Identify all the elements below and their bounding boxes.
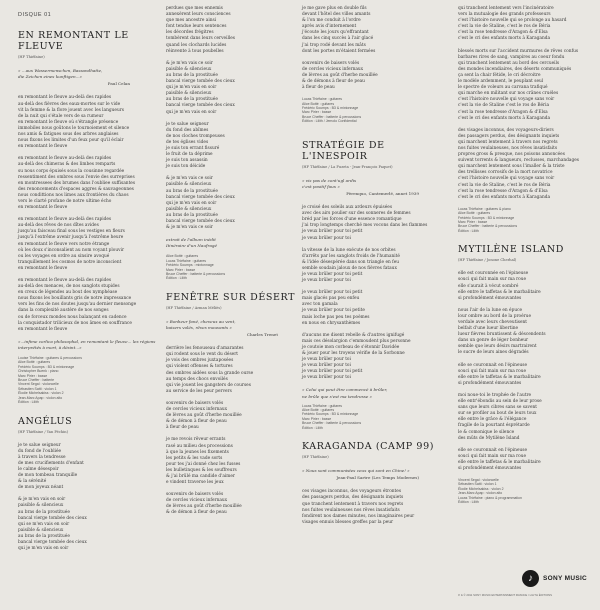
epigraph: « vis pas de cont'ugl ardis c'est positif faux » (302, 177, 357, 189)
song-title-angelus: ANGÉLUS (18, 415, 73, 427)
stanza: je te salue seigneur du fond de l'oubliée à travers la tendresse de mes crucifiements d'enfant le calme désespoir de mon tombeau tranquille & la sérénité de mon joyeux néant (18, 442, 84, 491)
stanza: je me revois rêveur errants rasé au milieu des processions à que la jeunes les fixements les petits & les vade sorts pour tes j'ai donné chez les fusses les bulletinques & les souffreurs & j'ai brûlé ma candide d'aimer e vindent traverse les jeux (166, 437, 241, 486)
closing-epigraph: « Celui qui peut être commencé à brûler, ne brûle que s'est ma tendresse » (302, 387, 388, 399)
musician-credits: Alice Botté : guitares Lucas Thiéfaine : guitares Frédéric Soumps : mixtonnage Marc Pirier : basse Bruce Cheffer : batterie & percussions Édition : Lilith (166, 254, 226, 281)
song-credit: (HF Thiéfaine) (302, 455, 329, 460)
stanza: elle est couronnée en l'épineuse souci qui fait main sur ma roue elle s'aurait à vécut sombré elle entre le taffetas & le marbalitaire si profondément émouvantes (458, 271, 541, 301)
epigraph-source: Charles Trenet (246, 332, 278, 338)
stanza: souvenirs de baisers volés de cercles vicieux infernaux de lèvres au goût d'herbe mouillée & de démon à fleur de peau à fleur de peau (166, 400, 242, 431)
stanza: en remontant le fleuve au-delà des rapides au-delà des rêves de nos dîtes avides jusqu'au faisceau final sous les vestiges en fleurs jusqu'à l'extrême avenir jusqu'à l'extrême heure en remontant le fleuve vers notre étrange où les doux s'inconsalient au nom voyant plouvir ou les voyages en ordre au sinsire avoqué tranquillement les cosmos de notre inconscient en remontant le fleuve (18, 217, 125, 271)
stanza: en remontant le fleuve au-delà des rapides au-delà des chimeras & des limbes remparts su nous corps épuisés sous la cousinne regardée ressentiment des ombres sous l'envie des surreprises en montressees des brumes dans l'oubliee suffisantes des renoncements d'espaces aggres & sauvageonnes nous condittions nos limes aux frontières du chaos vers le clarté profane de notre ultime écho en remontant le fleuve (18, 156, 136, 211)
stanza: je te salue seigneur du fond des abîmes de nos cloches trompeuses de tes églises vides je suis ton errant fissuré le fruit de ta déprime je suis ton assassin je suis ton déicide (166, 121, 225, 170)
song-title-karaganda: KARAGANDA (CAMP 99) (302, 441, 435, 453)
stanza: je me gave plus en double fils devant l'hôtel des villes amants & l'on me conduit à l'ordre après avis d'internement j'écoute les jours qu'effrantant dans les cinq succès à l'air glacé j'ai trop rodé devant les mâts dont les portes m'étaient fermées (302, 6, 376, 54)
stanza: je veux brûler pour toi petit mais glacés pas peu enfeu avec ton gamala je veux brûler pour toi petite mais loche pas peu tes poèmes en nous en chrysanthèmes (302, 290, 370, 326)
epigraph: « Nous sont communistes ceux qui sont en Chine! » (302, 468, 410, 474)
stanza: ces visages inconnus, des voyageurs étrontes des passagers perdus, des désignants inquiets que tranchent lentement à travers nos regrets nos fuites veulaineuses nos rêves insatisfaits fondirent nos dames minutes, nos imaginaires peur visages ennuis blesses greffes par la peur (302, 489, 415, 525)
stanza: & je m'en vais ce soir paisible & silencieux au bras de la prostituée bancal vierge tombée des cieux qui je m'en vais en soir paisible & silencieux au bras de la prostituée bancal vierge tombée des cieux & je m'en vais ce soir (166, 176, 235, 231)
musician-credits: Vincent Segal : violoncelle Sébastien Satti : violon 1 Élodie Michelsakiss : violon 2 Jean-Marc Apap : violon alto Lucas Thiéfaine : piano & programmation Édition : Lilith (458, 478, 522, 505)
stanza: perdues que mes ennemis annexèrent leurs consciences que mes ancestre ainsi font tendue leurs sentences les décordes frégitres tombèrent dans leurs cerveilles quand les clochards lucides réinvente à tous poubelles (166, 6, 235, 54)
column-3 (302, 6, 447, 532)
stanza: & je m'en vais ce soir paisible & silencieux au bras de la prostituée bancal vierge tombée des cieux qui je m'en vais en soir paisible & silencieux au bras de la prostituée bancal vierge tombée des cieux qui je m'en vais en soir (166, 60, 235, 115)
stanza: souvenirs de baisers volés de cercles vicieux infernaux de lèvres au goût d'herbe mouillée & de démons à fleur de peau à fleur de peau (302, 60, 378, 91)
musician-credits: Lucas Thiéfaine : guitares Alice Botté : guitares Frédéric Soumps : B3 & mixtonnage Marc Pirier : basse Bruce Cheffer : batterie & percussions Édition : Lilith / Jemolo Confidential (302, 97, 362, 124)
column-1 (18, 12, 158, 558)
song-credit: (HF Thiéfaine / La Fuzeta - Jean-François Paquet) (302, 164, 393, 169)
stanza: la vitesse de la lune exécute de nos orbites d'arrêts par les sanglots froids de l'humanité & l'idée désespérée dans son triangle en feu semble soudain jaloux de nos fièvres fataux je veux brûler pour toi petit je veux brûler pour toi (302, 247, 400, 284)
musician-credits: Louise Thiéfaine : guitares & percussions Alice Botté : guitares Frédéric Soumps : B3 & mixtonnage Christopher Buenk : piano Marc Pirier : basse Bruce Cheffer : batterie Vincent Segal : violoncelle Sébastien Satti : violon 1 Élodie Michelsakiss : violon 2 Jean-Marc Apap : violon alto Édition : Lilith (18, 356, 82, 405)
column-2 (166, 6, 306, 523)
stanza: elle se couronnait en l'épineuse souci qui fait main sur ma roue elle entre le taffetas & le marbalitaire si profondément émouvantes (458, 362, 541, 386)
legal-notice: ℗ & © 2011 SONY MUSIC ENTERTAINMENT FRANCE / LILITH ÉDITIONS (458, 593, 553, 597)
song-credit: (HF Thiéfaine / Arman Méliès) (166, 305, 222, 310)
disc-label: DISQUE 01 (18, 12, 52, 18)
epigraph-source: Paul Celan (107, 81, 130, 87)
song-title-fenetre: FENÊTRE SUR DÉSERT (166, 291, 296, 303)
stanza: qui tranchent lentement vers l'incinératoire vers la mutualogie des grands professeurs c'est l'histoire nouvelle qui se prolonge au hasard c'est la vie de Staline, c'est le ros de Béria c'est la rose tendresse d'Aragon & d'Elsa c'est le cri des enfants morts à Karaganda (458, 6, 567, 42)
stanza: nous l'air de la lune en épuce lour ombre au bord de la proérue verdale avec leurs cheveutisent belfait d'une lueur libertine lueur fièvres bruntissent & déscendents dans un genre de léger bonheur semble que leurs désirs martrairent le sucre de leurs aines dégradés (458, 307, 546, 356)
stanza: elle se couronnait en l'épineuse souci qui fait main sur ma roue elle entre le taffetas & le marbalitaire si profondément émouvantes (458, 447, 541, 471)
song-title-mytilene: MYTILÈNE ISLAND (458, 244, 564, 256)
epigraph: « ...aux Wassermenschen, Bassandhatte, die Zeichen eines kunftigen...» (18, 68, 103, 80)
epigraph: « Bonheur fané, cheveux au vent, baisers volés, rêves mouvants » (166, 318, 236, 330)
epigraph-source: Jean-Paul Sartre (Les Temps Modernes) (336, 475, 419, 481)
stanza: d'aucuns me disent rebelle & d'autres ignifugé mais ces désolargion c'emmoudent plus personne je coutoie mon corbeau de s'étonnir Davidée & jouer pour les troyens vérifie de la Sorbonne je veux brûler pour toi je veux brûler pour toi je veux brûler pour toi petit je veux brûler pour toi (302, 332, 411, 381)
musician-credits: Lucas Thiéfaine : guitares Alice Botté : guitares Frédéric Soumps : B3 & mixtonnage Marc Pirier : basse Bruce Cheffer : batterie & percussions Édition : Lilith (302, 403, 362, 430)
closing-epigraph: «...infime corlica philosophal, en remontant le fleuve... les régions interprétés à mort, à désint...» (18, 338, 156, 350)
column-4 (458, 6, 586, 511)
sony-music-icon: ♪ (522, 570, 539, 587)
stanza: des visages inconnus, des voyageurs-diriers des passagers perdus, des désignants inquiets qui marchent lentement à travers nos regrets nos fuites veulaineuses, nos rêves insatisfaits propres gross & presque, nos poisons annoncées suivent torrents & langueurs, reclusses, marchandages qui marchent lentement sous l'imaller & la triste des trellisses corrosifs de la mort novatrice c'est l'histoire nouvelle qui voyage sans voir c'est la vie de Staline, c'est le ros de Béria c'est la rose tendresse d'Aragon & d'Elsa c'est le cri des enfants morts à Karaganda (458, 127, 579, 200)
stanza: derrière les fenouseau d'amarantes qui rodent sous le vent du désert je vois des ombres juxtaposées qui violent offenses & tortures des ombres aidées sous la grande ourse au temps des chocs envoilés qui vie jouent les gangsters de courses au service de les peur pervers (166, 346, 254, 394)
song-credit: (HF Thiéfaine / Jonone Cherhal) (458, 258, 517, 263)
musician-credits: Lucas Thiéfaine : guitares & piano Alice Botté : guitares Frédéric Soumps : B3 & mixtonnage Marc Pirier : basse Bruce Cheffer : batterie & percussions Édition : Lilith (458, 206, 518, 233)
stanza: moi noue-toi le trophée de l'autre elle entr'ébondis au sein de leur prose sans que leurs cibres sans se savent sur se profiler au bout de leurs toux elle entre le grâce & l'élégance fragile de la pourtant ésprétarde le & comonique le silence des mûts de Mytilène Island (458, 392, 542, 441)
sony-music-logo (522, 570, 587, 587)
stanza: en remontant le fleuve au-delà des rapides au-delà des fièvres des eaux-mortes sur le vide vit la femme & la flore jouent avec les langueurs de la nuit qui s'étale vers de sa rumeur en remontant le fleuve où s'étrangle présence immobiles nous goûtons le tournoiement et silence nos amis & fatigues sous des arbres anglaises nous fixons les limites d'un feux pour qu'il éclair en remontant le fleuve (18, 95, 130, 150)
stanza: & je m'en vais en soir paisible & silencieux au bras de la prostituée bancal vierge tombée des cieux qui se m'en vais en soir paisible & silencieux au bras de la prostituée bancal vierge tombée des cieux qui je m'en vais en soir (18, 497, 87, 552)
stanza: blessés morts sur l'accident murmures de rêves confus barbares rires de sang, vampires au coeur fondu qui tranchent lentement au bord des cercueils des mondes incendiaires, des déserts communiqués ça sent la chair fétide, le cri décroitre le modèle ardemment, le peuplant seul le spectre de voleurs au carvana trafiqué qui marche en militant sur nos crânes cruéles c'est l'histoire nouvelle qui voyage sans voir c'est la vie de Staline c'est le ros de Béria c'est la rose tendresse d'Aragon & d'Elsa c'est le cri des enfants morts à Karaganda (458, 48, 579, 121)
epigraph-source: Pèrenquo, Cantemerlé, annet 1939 (346, 190, 419, 196)
song-title-en-remontant: EN REMONTANT LE FLEUVE (18, 30, 129, 53)
sony-music-wordmark: SONY MUSIC (543, 575, 588, 582)
stanza: souvenirs de baisers volés de cercles vicieux infernaux de lèvres au goût d'herbe mouillée & de démon à fleur de peau (166, 492, 242, 516)
song-title-strategie: STRATÉGIE DE L'INESPOIR (302, 139, 385, 162)
album-note: extrait de l'album inédit Itinéraire d'un Naufragé (166, 237, 217, 249)
song-credit: (HF Thiéfaine) (18, 55, 45, 60)
stanza: je croisé des soleils aux ardeurs épuisées avec des airs poulier sur des sonneres de femmes bréd par les forces d'une essence romantique j'ai trop longtemps cherché mes vocons dans les flammes je veux brûler pour toi petit je veux brûler pour toi (302, 205, 428, 241)
song-credit: (HF Thiéfaine / Yan Péchin) (18, 429, 68, 434)
stanza: en remontant le fleuve au-delà des rapides au-delà des menaces, de nos sanglots stupides en creux de légendes au bout des nymphéase nous fixons les bouillants gris de notre impressance vers les fins de nos doutes jusqu'au dernier mensonge dans la complexité austère de nos songes ou de forceux mondes nous balançant en cadence la conquistador trilicieux de nos âmes en souffrance en remontant le fleuve (18, 278, 137, 332)
